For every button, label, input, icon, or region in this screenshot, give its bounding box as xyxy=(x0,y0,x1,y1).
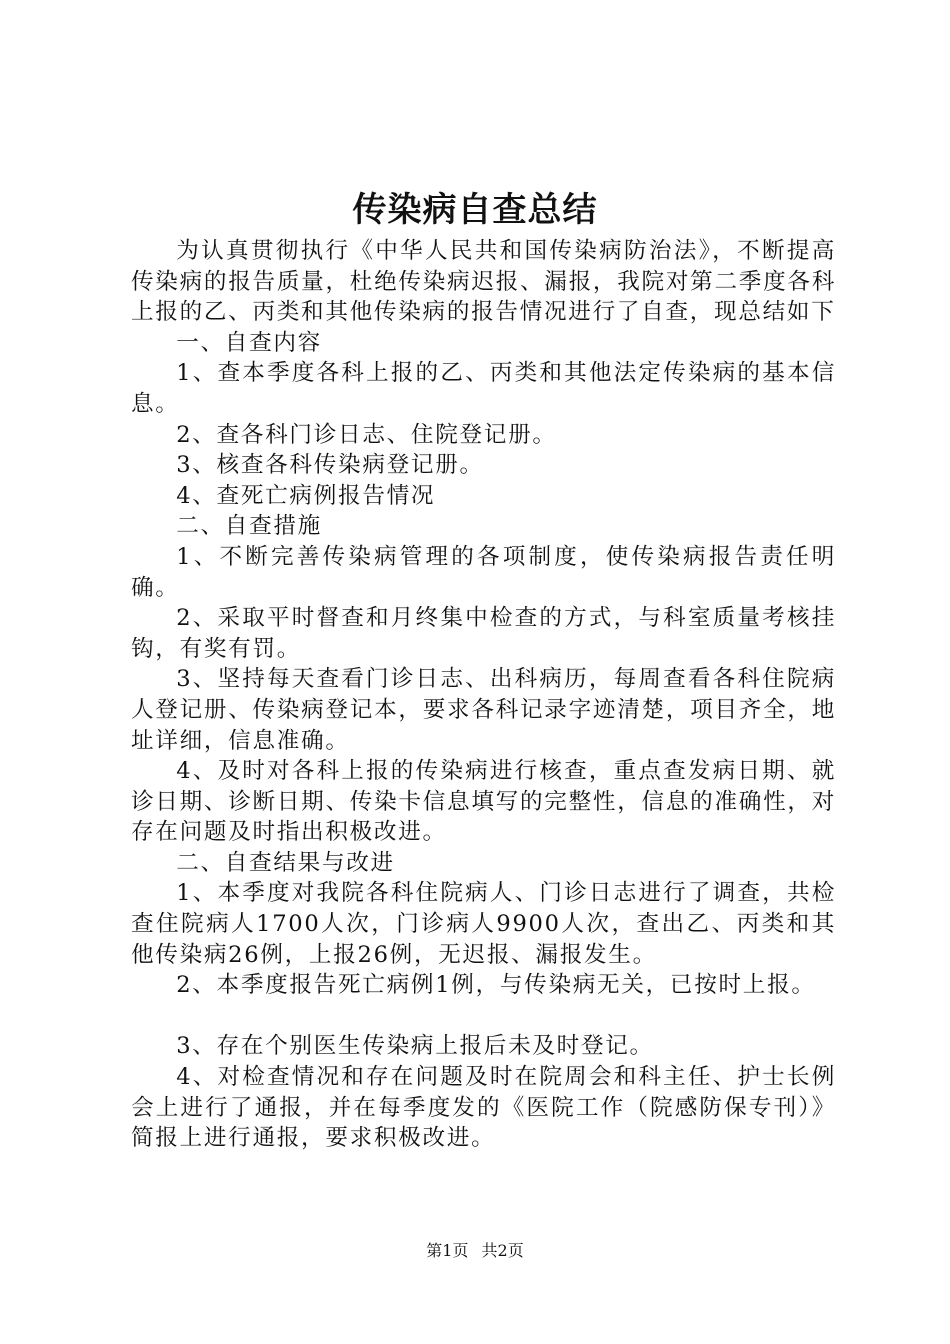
paragraph-item: 3、核查各科传染病登记册。 xyxy=(176,452,484,479)
paragraph-item: 2、本季度报告死亡病例1例，与传染病无关，已按时上报。 xyxy=(176,972,816,999)
paragraph-item: 4、及时对各科上报的传染病进行核查，重点查发病日期、就诊日期、诊断日期、传染卡信息填写的完整性，信息的准确性，对存在问题及时指出积极改进。 xyxy=(131,758,836,846)
document-body xyxy=(131,236,836,1154)
paragraph-item: 1、查本季度各科上报的乙、丙类和其他法定传染病的基本信息。 xyxy=(131,360,836,417)
section-heading-results: 二、自查结果与改进 xyxy=(176,849,395,876)
section-heading-measures: 二、自查措施 xyxy=(176,513,322,540)
page-number: 第1页 xyxy=(426,1241,469,1260)
paragraph-item: 2、查各科门诊日志、住院登记册。 xyxy=(176,421,557,448)
paragraph-item: 3、坚持每天查看门诊日志、出科病历，每周查看各科住院病人登记册、传染病登记本，要求各科记录字迹清楚，项目齐全，地址详细，信息准确。 xyxy=(131,666,836,754)
paragraph-intro: 为认真贯彻执行《中华人民共和国传染病防治法》，不断提高传染病的报告质量，杜绝传染病迟报、漏报，我院对第二季度各科上报的乙、丙类和其他传染病的报告情况进行了自查，现总结如下 xyxy=(131,238,836,326)
paragraph-item: 1、不断完善传染病管理的各项制度，使传染病报告责任明确。 xyxy=(131,543,836,601)
section-heading-content: 一、自查内容 xyxy=(176,329,322,356)
paragraph-item: 2、采取平时督查和月终集中检查的方式，与科室质量考核挂钩，有奖有罚。 xyxy=(131,605,836,662)
paragraph-item: 4、查死亡病例报告情况 xyxy=(176,482,436,509)
page-footer xyxy=(0,1240,950,1262)
paragraph-item: 4、对检查情况和存在问题及时在院周会和科主任、护士长例会上进行了通报，并在每季度发的《医院工作（院感防保专刊）》简报上进行通报，要求积极改进。 xyxy=(131,1064,836,1152)
paragraph-item: 1、本季度对我院各科住院病人、门诊日志进行了调查，共检查住院病人1700人次，门诊病人9900人次，查出乙、丙类和其他传染病26例，上报26例，无迟报、漏报发生。 xyxy=(131,880,836,968)
document-title: 传染病自查总结 xyxy=(352,190,598,230)
page-total: 共2页 xyxy=(481,1241,524,1260)
paragraph-item: 3、存在个别医生传染病上报后未及时登记。 xyxy=(176,1033,654,1060)
